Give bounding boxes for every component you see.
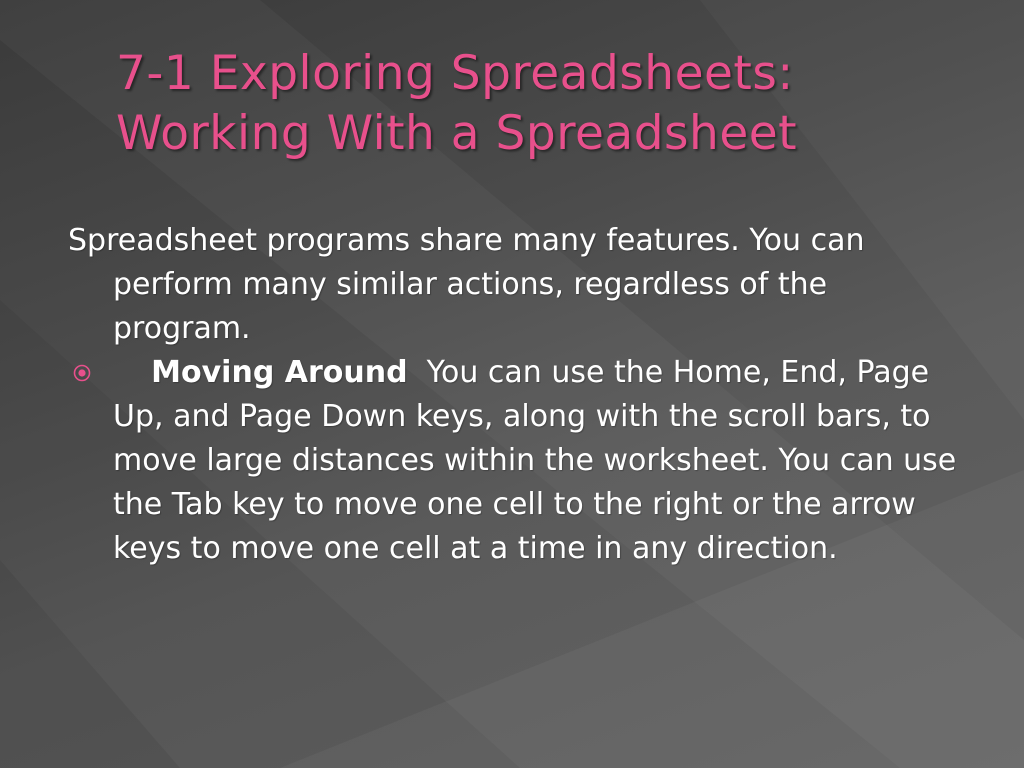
slide-body <box>68 219 968 571</box>
circled-dot-bullet-icon <box>73 364 91 382</box>
slide-title-line-2: Working With a Spreadsheet <box>116 106 798 161</box>
slide-title <box>116 44 996 164</box>
bullet-text: You can use the Home, End, Page Up, and Page Down keys, along with the scroll bars, to move large distances within the worksheet. You can use the Tab key to move one cell to the right or the arrow keys to move one cell at a time in any direction. <box>113 355 957 566</box>
bullet-item <box>68 351 968 571</box>
slide-title-line-1: 7-1 Exploring Spreadsheets: <box>116 46 794 101</box>
bullet-heading: Moving Around <box>151 355 408 390</box>
intro-paragraph: Spreadsheet programs share many features. You can perform many similar actions, regardless of the program. <box>68 223 865 346</box>
